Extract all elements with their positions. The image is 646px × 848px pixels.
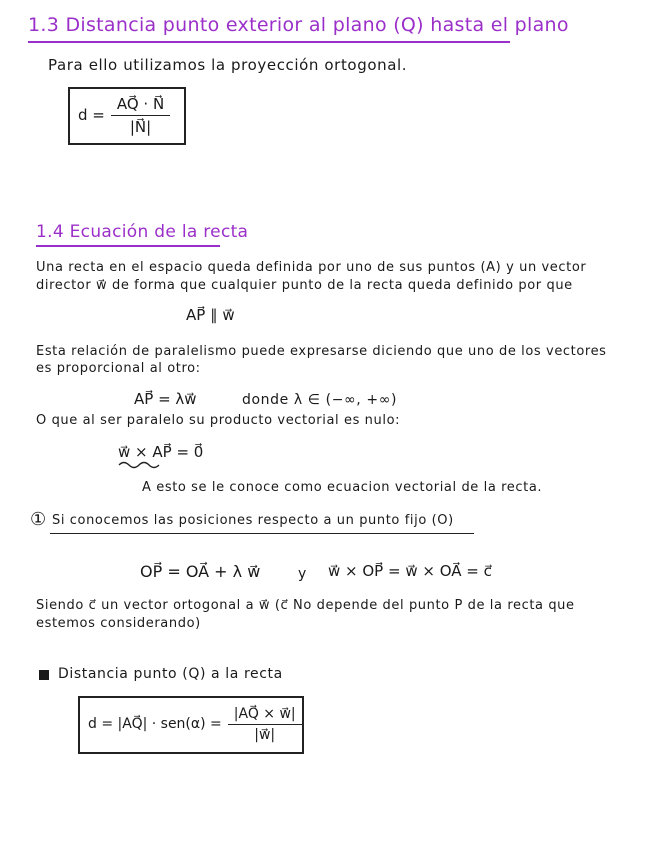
distance-formula-denominator: |w⃗|	[254, 726, 276, 743]
parallel-relation: AP⃗ ∥ w⃗	[186, 306, 235, 324]
line-distance-formula	[88, 700, 302, 748]
formula-fraction	[111, 95, 170, 136]
point-marker-circle-1: ①	[30, 509, 47, 530]
para4-line2: estemos considerando)	[36, 616, 201, 631]
proportional-equation: AP⃗ = λw⃗	[134, 390, 197, 408]
distance-line-title: Distancia punto (Q) a la recta	[58, 666, 283, 682]
cross-product-equation: w⃗ × AP⃗ = 0⃗	[118, 443, 204, 461]
para3: O que al ser paralelo su producto vectorial es nulo:	[36, 413, 401, 428]
para1-line2: director w⃗ de forma que cualquier punto de la recta queda definido por que	[36, 278, 573, 293]
bullet-square-icon	[39, 670, 49, 680]
section-13-intro: Para ello utilizamos la proyección ortogonal.	[48, 56, 408, 74]
and-connector: y	[298, 566, 307, 582]
para2-line2: es proporcional al otro:	[36, 361, 201, 376]
constant-vector-equation: w⃗ × OP⃗ = w⃗ × OA⃗ = c⃗	[328, 562, 492, 580]
plane-distance-formula	[78, 92, 170, 138]
fixed-point-statement: Si conocemos las posiciones respecto a un punto fijo (O)	[52, 513, 454, 528]
formula-denominator: |N⃗|	[129, 117, 152, 136]
section-14-underline	[36, 245, 220, 247]
para4-line1: Siendo c⃗ un vector ortogonal a w⃗ (c⃗ No depende del punto P de la recta que	[36, 598, 575, 613]
para1-line1: Una recta en el espacio queda definida por uno de sus puntos (A) y un vector	[36, 260, 587, 275]
distance-formula-numerator: |AQ⃗ × w⃗|	[228, 706, 302, 725]
distance-formula-fraction	[228, 706, 302, 743]
para2-line1: Esta relación de paralelismo puede expresarse diciendo que uno de los vectores	[36, 344, 607, 359]
squiggle-underline	[118, 460, 164, 470]
formula-lhs: d =	[78, 106, 105, 124]
section-14-title: 1.4 Ecuación de la recta	[36, 222, 249, 242]
distance-formula-lhs: d = |AQ⃗| · sen(α) =	[88, 716, 222, 732]
section-13-underline	[28, 41, 510, 43]
formula-numerator: AQ⃗ · N⃗	[111, 95, 170, 116]
fixed-point-underline	[50, 533, 474, 534]
position-equation: OP⃗ = OA⃗ + λ w⃗	[140, 562, 261, 581]
vector-equation-note: A esto se le conoce como ecuacion vectorial de la recta.	[142, 480, 543, 495]
lambda-range-note: donde λ ∈ (−∞, +∞)	[242, 392, 398, 408]
section-13-title: 1.3 Distancia punto exterior al plano (Q) hasta el plano	[28, 14, 569, 36]
